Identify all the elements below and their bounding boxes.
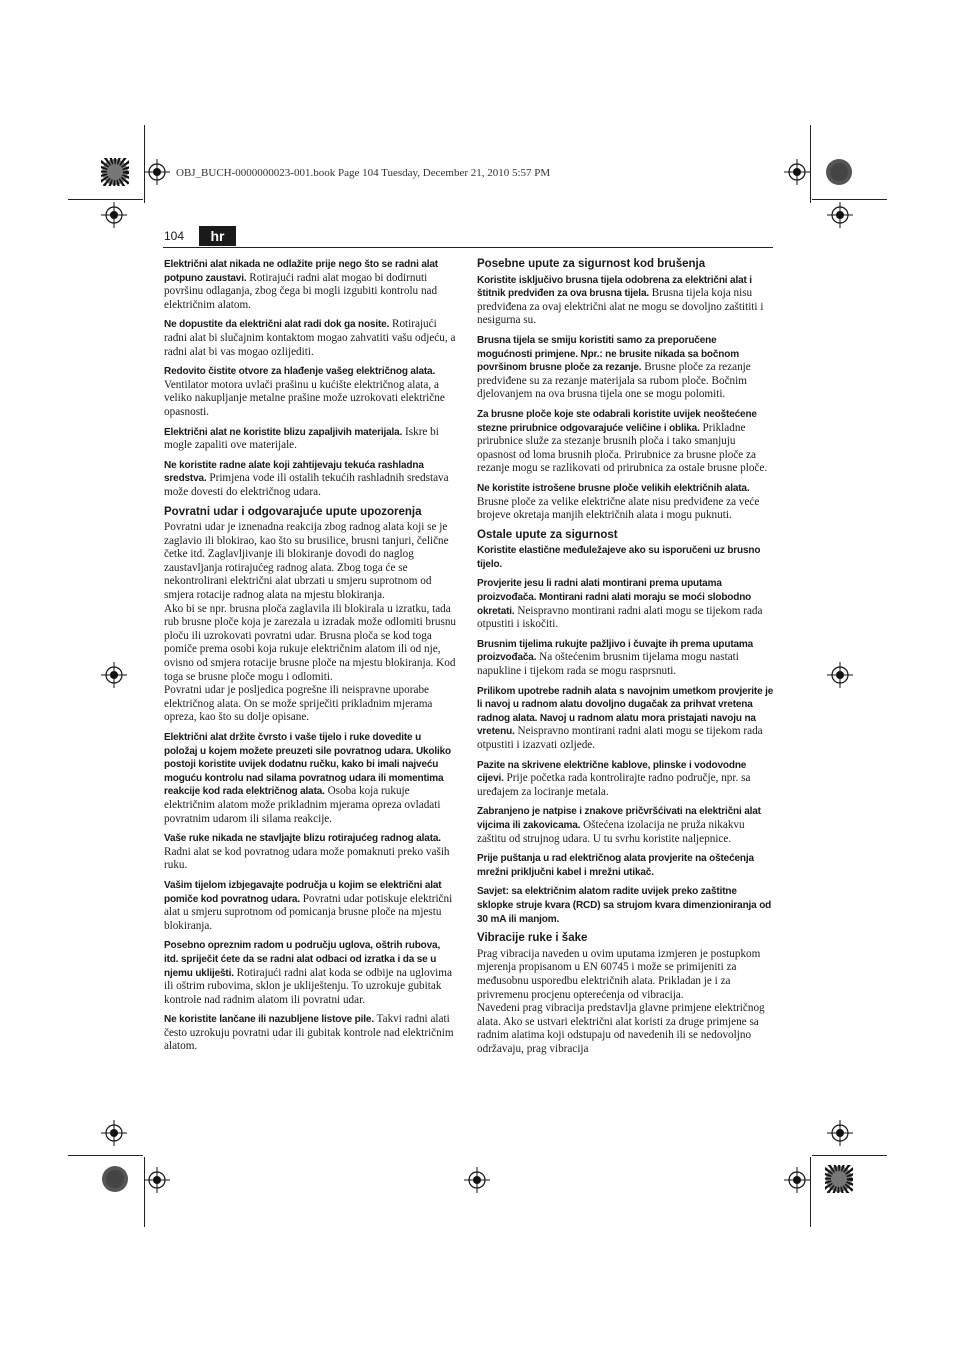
paragraph: Električni alat ne koristite blizu zapaljivih materijala. Iskre bi mogle zapaliti ove materijale. — [164, 425, 439, 452]
paragraph: Ne koristite radne alate koji zahtijevaju tekuća rashladna sredstva. Primjena vode ili ostalih tekućih rashladnih sredstava može dovesti do električnog udara. — [164, 459, 449, 498]
paragraph: Ne koristite lančane ili nazubljene listove pile. Takvi radni alati često uzrokuju povratni udar ili gubitak kontrole nad električnim alatom. — [164, 1013, 454, 1053]
paragraph: Prag vibracija naveden u ovim uputama izmjeren je postupkom mjerenja propisanom u EN 60745 i može se primijeniti za međusobnu usporedbu električnih alata. Prikladan je i za privremenu procjenu opterećenja od vibracija. — [477, 947, 761, 1001]
paragraph: Ne dopustite da električni alat radi dok ga nosite. Rotirajući radni alat bi slučajnim kontaktom mogao zahvatiti vašu odjeću, a radni alat bi vas mogao ozlijediti. — [164, 318, 456, 358]
registration-mark-icon — [464, 1167, 490, 1193]
registration-mark-icon — [101, 662, 127, 688]
crop-line — [810, 1157, 811, 1227]
crop-line — [68, 1155, 143, 1156]
paragraph: Savjet: sa električnim alatom radite uvijek preko zaštitne sklopke struje kvara (RCD) sa strujom kvara dimenzioniranja od 30 mA ili manjom. — [477, 886, 772, 925]
paragraph: Koristite elastične međuležajeve ako su isporučeni uz brusno tijelo. — [477, 545, 761, 570]
registration-mark-icon — [784, 159, 810, 185]
paragraph: Ne koristite istrošene brusne ploče velikih električnih alata. Brusne ploče za velike električne alate nisu predviđene za veće brojeve okretaja manjih električnih alata i mogu puknuti. — [477, 482, 760, 522]
header-rule — [163, 247, 773, 248]
paragraph: Posebno opreznim radom u području uglova, oštrih rubova, itd. spriječit ćete da se radni alat odbaci od izratka i da se u njemu ukliješti. Rotirajući radni alat koda se odbije na uglovima ili oštrim rubovima, sklon je ukliještenju. To uzrokuje gubitak kontrole nad radnim alatom ili povratni udar. — [164, 940, 452, 1006]
registration-mark-icon — [101, 202, 127, 228]
section-heading: Vibracije ruke i šake — [477, 932, 588, 945]
paragraph: Koristite isključivo brusna tijela odobrena za električni alat i štitnik predviđen za ova brusna tijela. Brusna tijela koja nisu predviđena za ovaj električni alat ne mogu se dovoljno zaštititi i nesigurna su. — [477, 274, 764, 327]
paragraph: Brusna tijela se smiju koristiti samo za preporučene mogućnosti primjene. Npr.: ne brusite nikada sa bočnom površinom brusne ploče za rezanje. Brusne ploče za rezanje predviđene su za rezanje materijala sa rubom ploče. Bočnim djelovanjem na ova brusna tijela one se mogu polomiti. — [477, 334, 751, 401]
registration-mark-icon — [784, 1167, 810, 1193]
paragraph: Električni alat držite čvrsto i vaše tijelo i ruke dovedite u položaj u kojem možete preuzeti sile povratnog udara. Ukoliko postoji koristite uvijek dodatnu ručku, kako bi imali najveću moguću kontrolu nad silama povratnog udara ili momentima reakcije kod rada električnog alata. Osoba koja rukuje električnim alatom može prikladnim mjerama opreza ovladati povratnim udarom ili silama reakcije. — [164, 732, 452, 825]
crop-line — [68, 199, 143, 200]
paragraph: Vaše ruke nikada ne stavljajte blizu rotirajućeg radnog alata. Radni alat se kod povratnog udara može pomaknuti preko vaših ruku. — [164, 833, 450, 872]
color-wheel-icon — [101, 158, 129, 186]
right-column — [477, 258, 774, 1056]
paragraph: Električni alat nikada ne odlažite prije nego što se radni alat potpuno zaustavi. Rotirajući radni alat mogao bi dodirnuti površinu odlaganja, zbog čega bi mogli izgubiti kontrolu nad električnim alatom. — [164, 259, 438, 311]
crop-line — [812, 1155, 887, 1156]
registration-mark-icon — [101, 1120, 127, 1146]
paragraph: Ako bi se npr. brusna ploča zaglavila ili blokirala u izratku, tada rub brusne ploče koja je zarezala u izradak može odlomiti brusnu ploču ili uzrokovati povratni udar. Brusna ploča se kod toga pomiče prema osobi koja rukuje električnim alatom ili od nje, ovisno od smjera rotacije brusne ploče na mjestu blokiranja. Kod toga se brusne ploče mogu i odlomiti. — [164, 602, 457, 683]
left-column — [164, 258, 457, 1060]
paragraph: Povratni udar je iznenadna reakcija zbog radnog alata koji se je zaglavio ili blokirao, kao što su brusilice, brusni tanjuri, čelične četke itd. Zaglavljivanje ili blokiranje dovodi do naglog zaustavljanja rotirajućeg radnog alata. Zbog toga će se nekontrolirani električni alat ubrzati u smjeru suprotnom od smjera rotacije radnog alata na mjestu blokiranja. — [164, 521, 449, 602]
book-slug: OBJ_BUCH-0000000023-001.book Page 104 Tuesday, December 21, 2010 5:57 PM — [176, 167, 551, 179]
paragraph: Vašim tijelom izbjegavajte područja u kojim se električni alat pomiče kod povratnog udara. Povratni udar potiskuje električni alat u smjeru suprotnom od pomicanja brusne ploče na mjestu blokiranja. — [164, 879, 453, 932]
paragraph: Provjerite jesu li radni alati montirani prema uputama proizvođača. Montirani radni alati moraju se moći slobodno okretati. Neispravno montirani radni alati mogu se tijekom rada otpustiti i iskočiti. — [477, 578, 763, 631]
section-heading: Posebne upute za sigurnost kod brušenja — [477, 258, 706, 270]
registration-mark-icon — [144, 159, 170, 185]
paragraph: Prije puštanja u rad električnog alata provjerite na oštećenja mrežni priključni kabel i mrežni utikač. — [477, 853, 754, 878]
registration-mark-icon — [827, 1120, 853, 1146]
color-wheel-icon — [825, 158, 853, 186]
crop-line — [812, 199, 887, 200]
crop-line — [810, 125, 811, 203]
paragraph: Povratni udar je posljedica pogrešne ili neispravne uporabe električnog alata. On se može spriječiti prikladnim mjerama opreza, kao što su dolje opisane. — [164, 684, 433, 724]
section-heading: Ostale upute za sigurnost — [477, 528, 618, 541]
registration-mark-icon — [827, 662, 853, 688]
color-wheel-icon — [825, 1165, 853, 1193]
paragraph: Prilikom upotrebe radnih alata s navojnim umetkom provjerite je li navoj u radnom alatu dovoljno dugačak za prihvat vretena radnog alata. Navoj u radnom alatu mora pristajati navoju na vretenu. Neispravno montirani radni alati mogu se tijekom rada otpustiti i izazvati ozljede. — [477, 685, 774, 751]
color-wheel-icon — [101, 1165, 129, 1193]
paragraph: Redovito čistite otvore za hlađenje vašeg električnog alata. Ventilator motora uvlači prašinu u kućište električnog alata, a veliko nakupljanje metalne prašine može uzrokovati električne opasnosti. — [164, 366, 445, 418]
page-number: 104 — [164, 229, 185, 243]
registration-mark-icon — [827, 202, 853, 228]
section-heading: Povratni udar i odgovarajuće upute upozorenja — [164, 505, 422, 518]
paragraph: Za brusne ploče koje ste odabrali koristite uvijek neoštećene stezne prirubnice odgovarajuće veličine i oblika. Prikladne prirubnice služe za stezanje brusnih ploča i tako smanjuju opasnost od loma brusnih ploča. Prirubnice za brusne ploče za rezanje mogu se razlikovati od prirubnica za ostale brusne ploče. — [477, 408, 768, 475]
paragraph: Brusnim tijelima rukujte pažljivo i čuvajte ih prema uputama proizvođača. Na oštećenim brusnim tijelama mogu nastati napukline i tijekom rada se mogu rasprsnuti. — [477, 638, 754, 678]
paragraph: Navedeni prag vibracija predstavlja glavne primjene električnog alata. Ako se ustvari električni alat koristi za druge primjene sa radnim alatima koji odstupaju od navedenih ili se nedovoljno održavaju, prag vibracija — [477, 1002, 765, 1055]
paragraph: Zabranjeno je natpise i znakove pričvršćivati na električni alat vijcima ili zakovicama. Oštećena izolacija ne pruža nikakvu zaštitu od strujnog udara. U tu svrhu koristite naljepnice. — [477, 806, 761, 845]
language-badge: hr — [199, 226, 236, 246]
registration-mark-icon — [144, 1167, 170, 1193]
paragraph: Pazite na skrivene električne kablove, plinske i vodovodne cijevi. Prije početka rada kontrolirajte radno područje, npr. sa uređajem za lociranje metala. — [477, 759, 751, 798]
